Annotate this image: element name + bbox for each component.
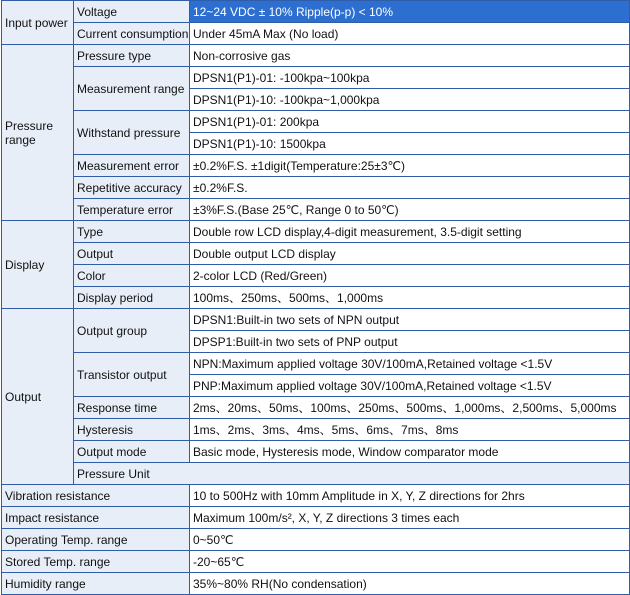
table-row [2,221,630,243]
row-value: ±3%F.S.(Base 25℃, Range 0 to 50℃) [190,199,630,221]
table-row [2,573,630,595]
row-value: ±0.2%F.S. [190,177,630,199]
row-label: Output [74,243,190,265]
row-label: Humidity range [2,573,190,595]
row-label: Impact resistance [2,507,190,529]
row-value: 0~50℃ [190,529,630,551]
row-label: Type [74,221,190,243]
table-row [2,507,630,529]
table-row [2,243,630,265]
table-row [2,353,630,375]
row-value: 100ms、250ms、500ms、1,000ms [190,287,630,309]
row-label: Measurement range [74,67,190,111]
table-row [2,199,630,221]
row-value: Under 45mA Max (No load) [190,23,630,45]
row-value: DPSN1(P1)-01: 200kpa [190,111,630,133]
specification-table [1,0,630,595]
row-value: PNP:Maximum applied voltage 30V/100mA,Retained voltage <1.5V [190,375,630,397]
row-value: Non-corrosive gas [190,45,630,67]
row-label: Hysteresis [74,419,190,441]
row-value: 2ms、20ms、50ms、100ms、250ms、500ms、1,000ms、2,500ms、5,000ms [190,397,630,419]
row-label: Operating Temp. range [2,529,190,551]
table-row [2,551,630,573]
table-row [2,529,630,551]
category-pressure-range: Pressure range [2,45,74,221]
row-label: Vibration resistance [2,485,190,507]
row-value: DPSN1:Built-in two sets of NPN output [190,309,630,331]
row-value: 10 to 500Hz with 10mm Amplitude in X, Y, Z directions for 2hrs [190,485,630,507]
row-value: Maximum 100m/s², X, Y, Z directions 3 times each [190,507,630,529]
table-row [2,441,630,463]
row-label: Pressure type [74,45,190,67]
row-label: Pressure Unit [74,463,630,485]
table-row [2,111,630,133]
table-row [2,485,630,507]
row-value: NPN:Maximum applied voltage 30V/100mA,Retained voltage <1.5V [190,353,630,375]
row-value: Double row LCD display,4-digit measurement, 3.5-digit setting [190,221,630,243]
row-label: Output group [74,309,190,353]
row-label: Withstand pressure [74,111,190,155]
table-row [2,67,630,89]
row-label: Transistor output [74,353,190,397]
row-value: Basic mode, Hysteresis mode, Window comparator mode [190,441,630,463]
row-label: Temperature error [74,199,190,221]
row-label: Measurement error [74,155,190,177]
row-value: Double output LCD display [190,243,630,265]
row-label: Color [74,265,190,287]
table-row [2,463,630,485]
row-value: 1ms、2ms、3ms、4ms、5ms、6ms、7ms、8ms [190,419,630,441]
table-row [2,265,630,287]
row-value: DPSN1(P1)-10: 1500kpa [190,133,630,155]
category-output: Output [2,309,74,485]
table-row [2,419,630,441]
table-row [2,177,630,199]
row-value-highlight: 12~24 VDC ± 10% Ripple(p-p) < 10% [190,1,630,23]
table-row [2,309,630,331]
row-label: Display period [74,287,190,309]
row-value: DPSN1(P1)-01: -100kpa~100kpa [190,67,630,89]
row-label: Response time [74,397,190,419]
table-row [2,23,630,45]
row-label: Output mode [74,441,190,463]
row-value: -20~65℃ [190,551,630,573]
row-label: Stored Temp. range [2,551,190,573]
table-row [2,397,630,419]
category-input-power: Input power [2,1,74,45]
table-row [2,1,630,23]
row-value: DPSP1:Built-in two sets of PNP output [190,331,630,353]
row-value: DPSN1(P1)-10: -100kpa~1,000kpa [190,89,630,111]
table-row [2,155,630,177]
category-display: Display [2,221,74,309]
row-label: Voltage [74,1,190,23]
row-value: 2-color LCD (Red/Green) [190,265,630,287]
table-row [2,287,630,309]
row-value: 35%~80% RH(No condensation) [190,573,630,595]
table-row [2,45,630,67]
row-value: ±0.2%F.S. ±1digit(Temperature:25±3℃) [190,155,630,177]
row-label: Repetitive accuracy [74,177,190,199]
row-label: Current consumption [74,23,190,45]
